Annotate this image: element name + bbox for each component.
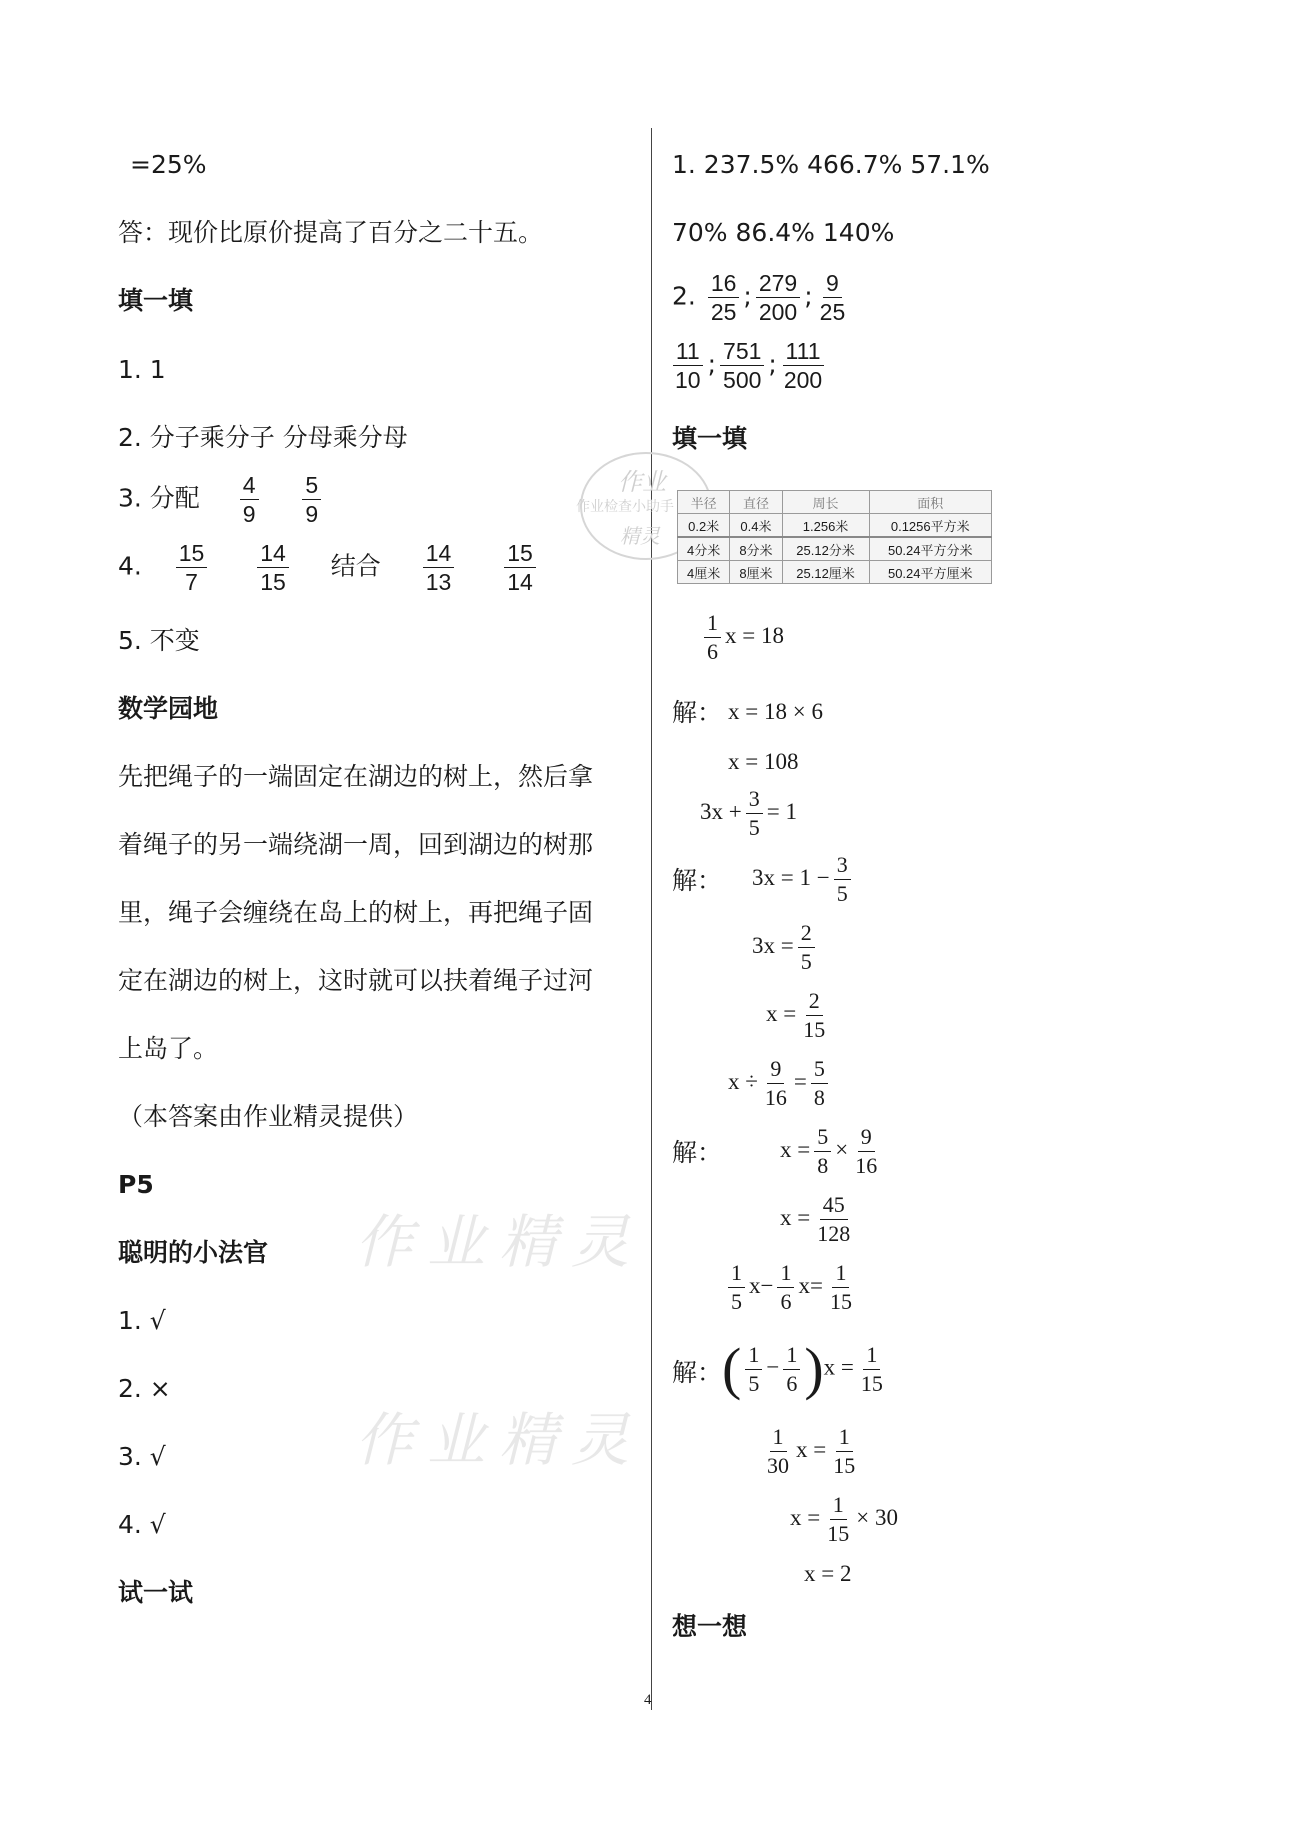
fraction: $\frac{5}{8}$ (811, 1056, 828, 1111)
equation-3-step-2: x = $\frac{45}{128}$ (780, 1192, 857, 1247)
fraction: $\frac{3}{5}$ (746, 786, 763, 841)
table-cell: 4厘米 (678, 561, 730, 584)
fraction: $\frac{14}{13}$ (423, 540, 455, 595)
stamp-bottom-text: 精灵 (620, 524, 660, 548)
fraction: $\frac{45}{128}$ (817, 1192, 851, 1246)
judge-item-2: 2. × (118, 1374, 171, 1403)
equation-2-step-2: 3x = $\frac{2}{5}$ (752, 920, 819, 975)
fraction-row-1: 2. $\frac{16}{25}$ ; $\frac{279}{200}$ ; $\frac{9}{25}$ (672, 270, 852, 325)
equation-4-step-4: x = 2 (804, 1561, 852, 1586)
fraction: $\frac{111}{200}$ (783, 338, 823, 393)
result-line: =25% (130, 150, 207, 179)
fill-item-4-label: 4. (118, 551, 142, 581)
fraction: $\frac{16}{25}$ (708, 270, 740, 325)
garden-para-3: 里，绳子会缠绕在岛上的树上，再把绳子固 (118, 898, 594, 927)
equation-1-step-2: x = 108 (728, 749, 799, 774)
garden-heading: 数学园地 (118, 694, 219, 723)
garden-para-4: 定在湖边的树上，这时就可以扶着绳子过河 (118, 966, 594, 995)
fill-item-1: 1. 1 (118, 355, 166, 384)
jie-label-3: 解： (672, 1138, 723, 1167)
fill-item-4 (118, 540, 540, 595)
percent-line-1: 1. 237.5% 466.7% 57.1% (672, 150, 990, 179)
table-cell: 0.1256平方米 (869, 514, 992, 538)
fraction: $\frac{1}{6}$ (783, 1342, 800, 1397)
table-header: 面积 (869, 491, 992, 514)
fraction: $\frac{2}{15}$ (803, 988, 826, 1042)
table-cell: 0.4米 (730, 514, 782, 538)
equation-3-step-1: x = $\frac{5}{8}$ × $\frac{9}{16}$ (780, 1124, 884, 1179)
jie-label-2: 解： (672, 866, 723, 895)
page-label-p5: P5 (118, 1170, 154, 1199)
table-row (678, 514, 992, 538)
stamp-top-text: 作业 (618, 468, 666, 496)
fraction: $\frac{15}{14}$ (504, 540, 536, 595)
equation-2-step-1: 3x = 1 − $\frac{3}{5}$ (752, 852, 855, 907)
table-header-row (678, 491, 992, 514)
fraction: $\frac{1}{15}$ (829, 1260, 852, 1314)
jie-label-1: 解： (672, 698, 723, 727)
judge-item-4: 4. √ (118, 1510, 166, 1539)
answer-line: 答：现价比原价提高了百分之二十五。 (118, 218, 544, 247)
column-divider (651, 128, 652, 1710)
table-header: 周长 (782, 491, 869, 514)
fill-item-2: 2. 分子乘分子 分母乘分母 (118, 423, 408, 452)
fill-item-4-mid: 结合 (330, 551, 381, 581)
fraction: $\frac{1}{15}$ (833, 1424, 856, 1478)
fraction: $\frac{14}{15}$ (257, 540, 289, 595)
watermark-1: 作业精灵 (355, 1208, 644, 1276)
credit-line: （本答案由作业精灵提供） (118, 1102, 419, 1131)
equation-2-step-3: x = $\frac{2}{15}$ (766, 988, 832, 1043)
table-cell: 4分米 (678, 537, 730, 561)
fraction: $\frac{9}{16}$ (764, 1056, 787, 1110)
fraction: $\frac{1}{15}$ (860, 1341, 883, 1396)
fraction: $\frac{4}{9}$ (240, 472, 259, 527)
garden-para-1: 先把绳子的一端固定在湖边的树上，然后拿 (118, 762, 594, 791)
fill-item-3 (118, 472, 325, 527)
fraction: $\frac{279}{200}$ (756, 270, 800, 325)
fraction: $\frac{9}{16}$ (855, 1124, 878, 1178)
fill-heading-right: 填一填 (672, 424, 748, 453)
fraction: $\frac{5}{8}$ (814, 1124, 831, 1179)
judge-heading: 聪明的小法官 (118, 1238, 269, 1267)
table-cell: 50.24平方厘米 (869, 561, 992, 584)
table-row (678, 537, 992, 561)
equation-4-step-3: x = $\frac{1}{15}$ × 30 (790, 1492, 898, 1546)
fraction: $\frac{1}{5}$ (728, 1260, 745, 1315)
equation-1: $\frac{1}{6}$ x = 18 (700, 610, 784, 665)
equation-4-step-1: ( $\frac{1}{5}$ − $\frac{1}{6}$ )x = $\frac{1}{15}$ (722, 1340, 890, 1398)
fraction: $\frac{1}{6}$ (777, 1260, 794, 1315)
equation-4: $\frac{1}{5}$ x− $\frac{1}{6}$ x= $\frac{1}{15}$ (724, 1260, 859, 1315)
fraction: $\frac{9}{25}$ (819, 270, 846, 325)
fraction: $\frac{2}{5}$ (798, 920, 815, 975)
percent-line-2: 70% 86.4% 140% (672, 218, 895, 247)
garden-para-2: 着绳子的另一端绕湖一周，回到湖边的树那 (118, 830, 594, 859)
equation-3: x ÷ $\frac{9}{16}$ = $\frac{5}{8}$ (728, 1056, 832, 1111)
circle-table (677, 490, 992, 584)
judge-item-1: 1. √ (118, 1306, 166, 1335)
think-heading: 想一想 (672, 1612, 748, 1641)
fraction: $\frac{1}{30}$ (767, 1424, 789, 1478)
table-cell: 1.256米 (782, 514, 869, 538)
table-row (678, 561, 992, 584)
table-header: 半径 (678, 491, 730, 514)
fraction: $\frac{1}{15}$ (827, 1492, 850, 1546)
judge-item-3: 3. √ (118, 1442, 166, 1471)
equation-1-step-1: x = 18 × 6 (728, 699, 823, 724)
table-header: 直径 (730, 491, 782, 514)
q2-label: 2. (672, 281, 696, 311)
table-cell: 50.24平方分米 (869, 537, 992, 561)
jie-label-4: 解： (672, 1358, 723, 1387)
table-cell: 25.12分米 (782, 537, 869, 561)
fraction: $\frac{5}{9}$ (302, 472, 321, 527)
table-cell: 0.2米 (678, 514, 730, 538)
table-cell: 8厘米 (730, 561, 782, 584)
page-number: 4 (644, 1692, 652, 1708)
fraction: $\frac{3}{5}$ (834, 852, 851, 907)
fill-item-5: 5. 不变 (118, 626, 200, 655)
fraction: $\frac{751}{500}$ (720, 338, 764, 393)
stamp-middle-text: 作业检查小助手 (576, 499, 674, 515)
try-heading: 试一试 (118, 1578, 194, 1607)
fill-item-3-label: 3. 分配 (118, 483, 200, 513)
fraction: $\frac{1}{5}$ (745, 1342, 762, 1397)
fraction: $\frac{15}{7}$ (176, 540, 208, 595)
watermark-2: 作业精灵 (355, 1406, 644, 1474)
fill-heading-left: 填一填 (118, 286, 194, 315)
fraction: $\frac{1}{6}$ (704, 610, 721, 665)
equation-2: 3x + $\frac{3}{5}$ = 1 (700, 786, 797, 840)
fraction-row-2: $\frac{11}{10}$ ; $\frac{751}{500}$ ; $\frac{111}{200}$ (668, 338, 829, 393)
garden-para-5: 上岛了。 (118, 1034, 219, 1063)
table-cell: 25.12厘米 (782, 561, 869, 584)
fraction: $\frac{11}{10}$ (672, 338, 704, 393)
equation-4-step-2: $\frac{1}{30}$ x = $\frac{1}{15}$ (760, 1424, 862, 1479)
table-cell: 8分米 (730, 537, 782, 561)
